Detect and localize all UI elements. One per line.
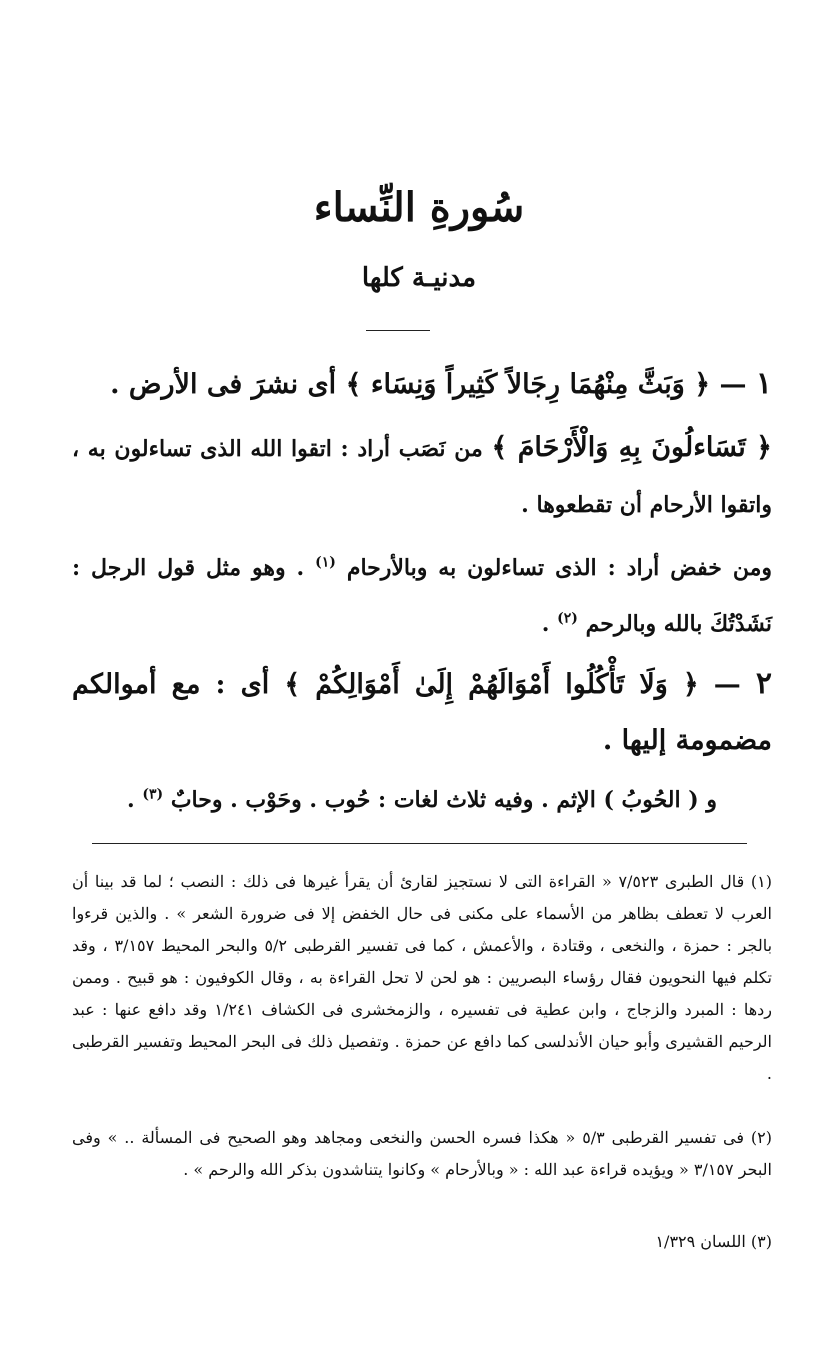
title-divider — [366, 330, 430, 331]
commentary-paragraph — [72, 540, 772, 652]
verse-gloss: أى نشرَ فى الأرض . — [110, 369, 337, 400]
dash: — — [719, 369, 747, 400]
quran-quote: ﴿ تَسَاءلُونَ بِهِ وَالْأَرْحَامَ ﴾ — [491, 432, 772, 463]
surah-subtitle: مدنيـة كلها — [361, 263, 477, 293]
surah-title: سُورةِ النِّساء — [313, 184, 525, 231]
dash: — — [713, 669, 741, 700]
footnote-ref-1: (١) — [315, 554, 336, 571]
commentary-paragraph-hub — [72, 772, 772, 828]
verse-entry-3 — [72, 656, 772, 769]
verse-number: ١ — [755, 366, 772, 401]
commentary-text: . وهو مثل قول الرجل : نَشَدْتُكَ بالله وبالرحم — [72, 555, 772, 637]
verse-gloss: من نَصَب أراد : اتقوا الله الذى تساءلون به ، واتقوا الأرحام أن تقطعوها . — [72, 436, 772, 518]
footnote-3: (٣) اللسان ١/٣٢٩ — [655, 1232, 772, 1251]
sentence-end: . — [127, 787, 135, 813]
verse-gloss: أى : مع أموالكم مضمومة إليها . — [72, 669, 772, 756]
quran-quote: ﴿ وَلَا تَأْكُلُوا أَمْوَالَهُمْ إِلَىٰ أَمْوَالِكُمْ ﴾ — [284, 669, 699, 700]
verse-entry-2 — [72, 420, 772, 533]
footnote-1: (١) قال الطبرى ٧/٥٢٣ « القراءة التى لا نستجيز لقارئ أن يقرأ غيرها فى ذلك : النصب ؛ لما قد بينا أن العرب لا تعطف بظاهر من الأسماء على مكنى فى حال الخفض إلا فى ضرورة الشعر » . والذين قرءوا بالجر : حمزة ، والنخعى ، وقتادة ، والأعمش ، كما فى تفسير القرطبى ٥/٢ والبحر المحيط ٣/١٥٧ ، وقد تكلم فيها النحويون فقال رؤساء البصريين : هو لحن لا تحل القراءة به ، وقال الكوفيون : هو قبيح . وممن ردها : المبرد والزجاج ، وابن عطية فى تفسيره ، والزمخشرى فى الكشاف ١/٢٤١ وقد دافع عنها : عبد الرحيم القشيرى وأبو حيان الأندلسى كما دافع عن حمزة . وتفصيل ذلك فى البحر المحيط وتفسير القرطبى . — [72, 872, 773, 1083]
sentence-end: . — [541, 611, 550, 637]
footnote-ref-2: (٢) — [557, 610, 578, 627]
commentary-text: ومن خفض أراد : الذى تساءلون به وبالأرحام — [346, 555, 772, 581]
footnote-ref-3: (٣) — [142, 786, 164, 803]
verse-number: ٢ — [755, 666, 773, 701]
footnote-2: (٢) فى تفسير القرطبى ٥/٣ « هكذا فسره الحسن والنخعى ومجاهد وهو الصحيح فى المسألة .. » وفى البحر ٣/١٥٧ « ويؤيده قراءة عبد الله : « وبالأرحام » وكانوا يتناشدون بذكر الله والرحم » . — [72, 1128, 772, 1179]
footnote-divider — [92, 843, 747, 844]
commentary-text: و ( الحُوبُ ) الإثم . وفيه ثلاث لغات : حُوب . وحَوْب . وحابٌ — [170, 787, 717, 813]
quran-quote: ﴿ وَبَثَّ مِنْهُمَا رِجَالاً كَثِيراً وَنِسَاء ﴾ — [345, 369, 711, 400]
verse-entry-1 — [72, 356, 772, 413]
